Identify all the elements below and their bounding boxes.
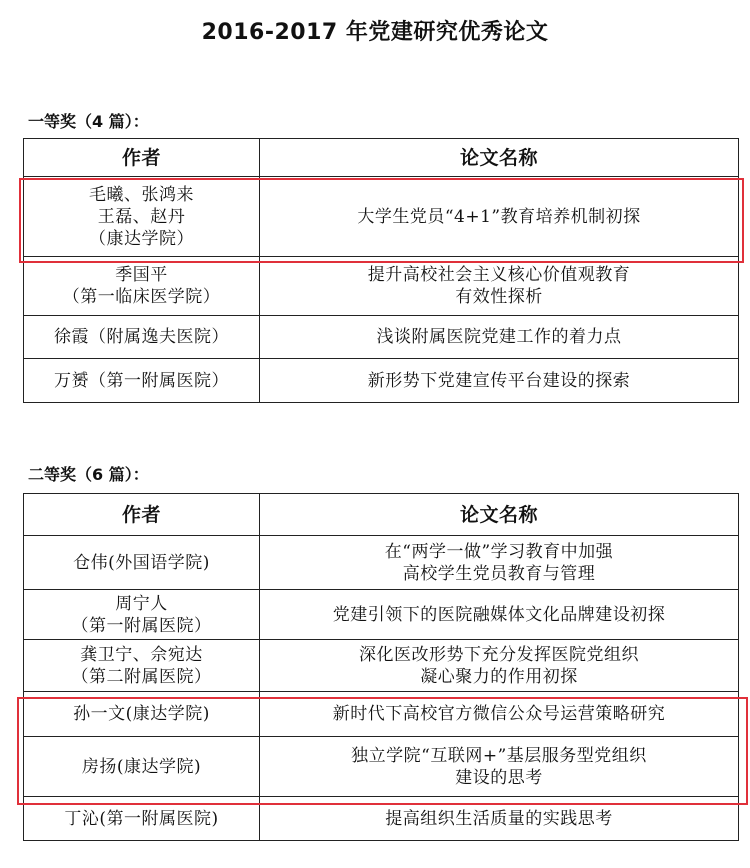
paper-title-cell: 新时代下高校官方微信公众号运营策略研究 (260, 692, 739, 737)
first-prize-heading: 一等奖（4 篇）： (28, 112, 149, 131)
paper-title-cell: 独立学院“互联网+”基层服务型党组织 建设的思考 (260, 737, 739, 797)
table-row (24, 590, 739, 640)
paper-title-cell: 提升高校社会主义核心价值观教育 有效性探析 (260, 257, 739, 316)
author-column-header: 作者 (24, 139, 260, 177)
second-prize-table (23, 493, 739, 841)
paper-title-cell: 提高组织生活质量的实践思考 (260, 797, 739, 841)
paper-title-cell: 深化医改形势下充分发挥医院党组织 凝心聚力的作用初探 (260, 640, 739, 692)
first-prize-table (23, 138, 739, 403)
table-row (24, 177, 739, 257)
table-row (24, 257, 739, 316)
author-column-header: 作者 (24, 494, 260, 536)
table-row (24, 692, 739, 737)
paper-title-cell: 大学生党员“4+1”教育培养机制初探 (260, 177, 739, 257)
author-cell: 徐霞（附属逸夫医院） (24, 316, 260, 359)
table-header-row (24, 139, 739, 177)
page-title: 2016-2017 年党建研究优秀论文 (201, 20, 549, 45)
table-row (24, 737, 739, 797)
author-cell: 丁沁(第一附属医院) (24, 797, 260, 841)
table-row (24, 316, 739, 359)
title-column-header: 论文名称 (260, 494, 739, 536)
author-cell: 仓伟(外国语学院) (24, 536, 260, 590)
table-row (24, 536, 739, 590)
author-cell: 万赟（第一附属医院） (24, 359, 260, 403)
table-row (24, 359, 739, 403)
paper-title-cell: 在“两学一做”学习教育中加强 高校学生党员教育与管理 (260, 536, 739, 590)
paper-title-cell: 新形势下党建宣传平台建设的探索 (260, 359, 739, 403)
author-cell: 孙一文(康达学院) (24, 692, 260, 737)
author-cell: 周宁人 （第一附属医院） (24, 590, 260, 640)
table-row (24, 640, 739, 692)
author-cell: 季国平 （第一临床医学院） (24, 257, 260, 316)
paper-title-cell: 党建引领下的医院融媒体文化品牌建设初探 (260, 590, 739, 640)
author-cell: 房扬(康达学院) (24, 737, 260, 797)
author-cell: 毛曦、张鸿来 王磊、赵丹 （康达学院） (24, 177, 260, 257)
paper-title-cell: 浅谈附属医院党建工作的着力点 (260, 316, 739, 359)
table-header-row (24, 494, 739, 536)
second-prize-heading: 二等奖（6 篇）： (28, 465, 149, 484)
author-cell: 龚卫宁、佘宛达 （第二附属医院） (24, 640, 260, 692)
title-column-header: 论文名称 (260, 139, 739, 177)
table-row (24, 797, 739, 841)
